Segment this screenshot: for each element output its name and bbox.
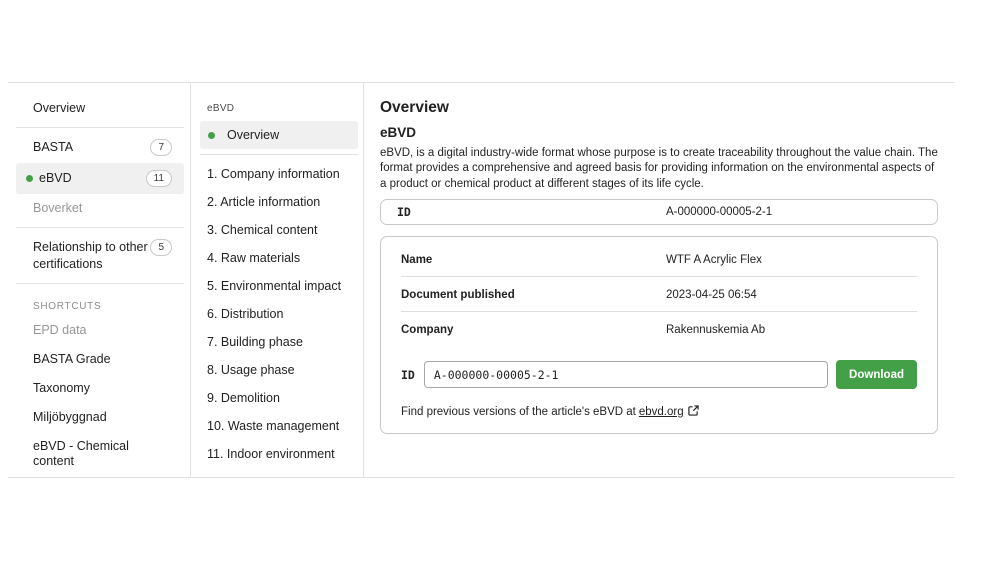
sidebar-item-label: BASTA <box>33 140 74 154</box>
table-row-name <box>401 242 917 277</box>
section-nav-divider-line <box>200 154 358 155</box>
main-content <box>380 99 938 434</box>
page-title: Overview <box>380 99 449 116</box>
section-nav-item-chemical-content[interactable]: 3. Chemical content <box>207 222 318 237</box>
sidebar-item-overview[interactable] <box>16 94 184 123</box>
sidebar-item-relationship[interactable] <box>16 232 184 279</box>
sidebar-item-label: Overview <box>33 101 86 115</box>
section-nav-item-label: Overview <box>227 128 280 142</box>
count-badge: 7 <box>150 139 172 156</box>
description-text: eBVD, is a digital industry-wide format whose purpose is to create traceability throughout the value chain. The format provides a comprehensive and agreed basis for providing information on the environmental aspects of a product or chemical product at different stages of its life cycle. <box>380 147 938 190</box>
section-nav-item-distribution[interactable]: 6. Distribution <box>207 306 284 321</box>
details-card <box>380 236 938 434</box>
section-nav-item-waste-management[interactable]: 10. Waste management <box>207 418 340 433</box>
section-nav-item-overview[interactable] <box>200 121 358 149</box>
sidebar-section-divider <box>16 127 184 128</box>
sidebar-item-label: BASTA Grade <box>33 352 111 366</box>
section-nav <box>200 103 358 468</box>
id-label: ID <box>397 205 411 220</box>
external-link-icon <box>688 405 699 416</box>
sidebar-section-divider <box>16 227 184 228</box>
sidebar-item-label: Miljöbyggnad <box>33 410 107 424</box>
id-field-label: ID <box>401 367 415 382</box>
top-divider <box>8 82 955 83</box>
row-label: Company <box>401 323 454 336</box>
sidebar-item-ebvd[interactable] <box>16 163 184 194</box>
sidebar-item-basta[interactable] <box>16 132 184 163</box>
section-nav-item-company-information[interactable]: 1. Company information <box>207 166 340 181</box>
sidebar <box>16 94 184 476</box>
section-nav-item-building-phase[interactable]: 7. Building phase <box>207 334 303 349</box>
sidebar-item-label: Relationship to other certifications <box>33 240 148 271</box>
active-dot-icon <box>208 132 215 139</box>
id-download-row <box>401 360 917 389</box>
sidebar-item-taxonomy[interactable] <box>16 374 184 403</box>
previous-versions-line <box>401 405 917 418</box>
section-nav-item-article-information[interactable]: 2. Article information <box>207 194 321 209</box>
shortcuts-heading: SHORTCUTS <box>33 301 102 312</box>
sidebar-item-ebvd-chemical-content[interactable] <box>16 432 184 476</box>
row-value: 2023-04-25 06:54 <box>666 288 757 301</box>
count-badge: 11 <box>146 170 172 187</box>
section-nav-item-indoor-environment[interactable]: 11. Indoor environment <box>207 446 335 461</box>
table-row-document-published <box>401 277 917 312</box>
sidebar-item-label: eBVD <box>39 171 72 185</box>
id-value: A-000000-00005-2-1 <box>666 206 773 219</box>
bottom-divider <box>8 477 955 478</box>
ebvd-org-link[interactable]: ebvd.org <box>638 406 684 419</box>
id-input[interactable] <box>424 361 828 388</box>
section-nav-item-environmental-impact[interactable]: 5. Environmental impact <box>207 278 342 293</box>
sidebar-item-miljobyggnad[interactable] <box>16 403 184 432</box>
download-button[interactable]: Download <box>836 360 917 389</box>
sidebar-item-epd-data[interactable] <box>16 316 184 345</box>
section-nav-item-usage-phase[interactable]: 8. Usage phase <box>207 362 295 377</box>
sidebar-section-divider <box>16 283 184 284</box>
active-dot-icon <box>26 175 33 182</box>
link-prefix-text: Find previous versions of the article's eBVD at <box>401 406 636 419</box>
sidebar-item-label: Taxonomy <box>33 381 90 395</box>
sidebar-item-label: eBVD - Chemical content <box>33 439 129 468</box>
sidebar-item-boverket[interactable] <box>16 194 184 223</box>
sidebar-item-basta-grade[interactable] <box>16 345 184 374</box>
id-summary-row <box>380 199 938 225</box>
row-value: WTF A Acrylic Flex <box>666 253 762 266</box>
section-nav-title: eBVD <box>207 103 235 114</box>
sidebar-divider <box>190 83 191 477</box>
row-label: Document published <box>401 288 515 301</box>
sidebar-item-label: EPD data <box>33 323 87 337</box>
row-value: Rakennuskemia Ab <box>666 323 766 336</box>
section-nav-item-demolition[interactable]: 9. Demolition <box>207 390 280 405</box>
section-nav-item-raw-materials[interactable]: 4. Raw materials <box>207 250 301 265</box>
sidebar-item-label: Boverket <box>33 201 83 215</box>
section-nav-divider <box>363 83 364 477</box>
section-subtitle: eBVD <box>380 125 417 140</box>
count-badge: 5 <box>150 239 172 256</box>
table-row-company <box>401 312 917 346</box>
row-label: Name <box>401 253 433 266</box>
